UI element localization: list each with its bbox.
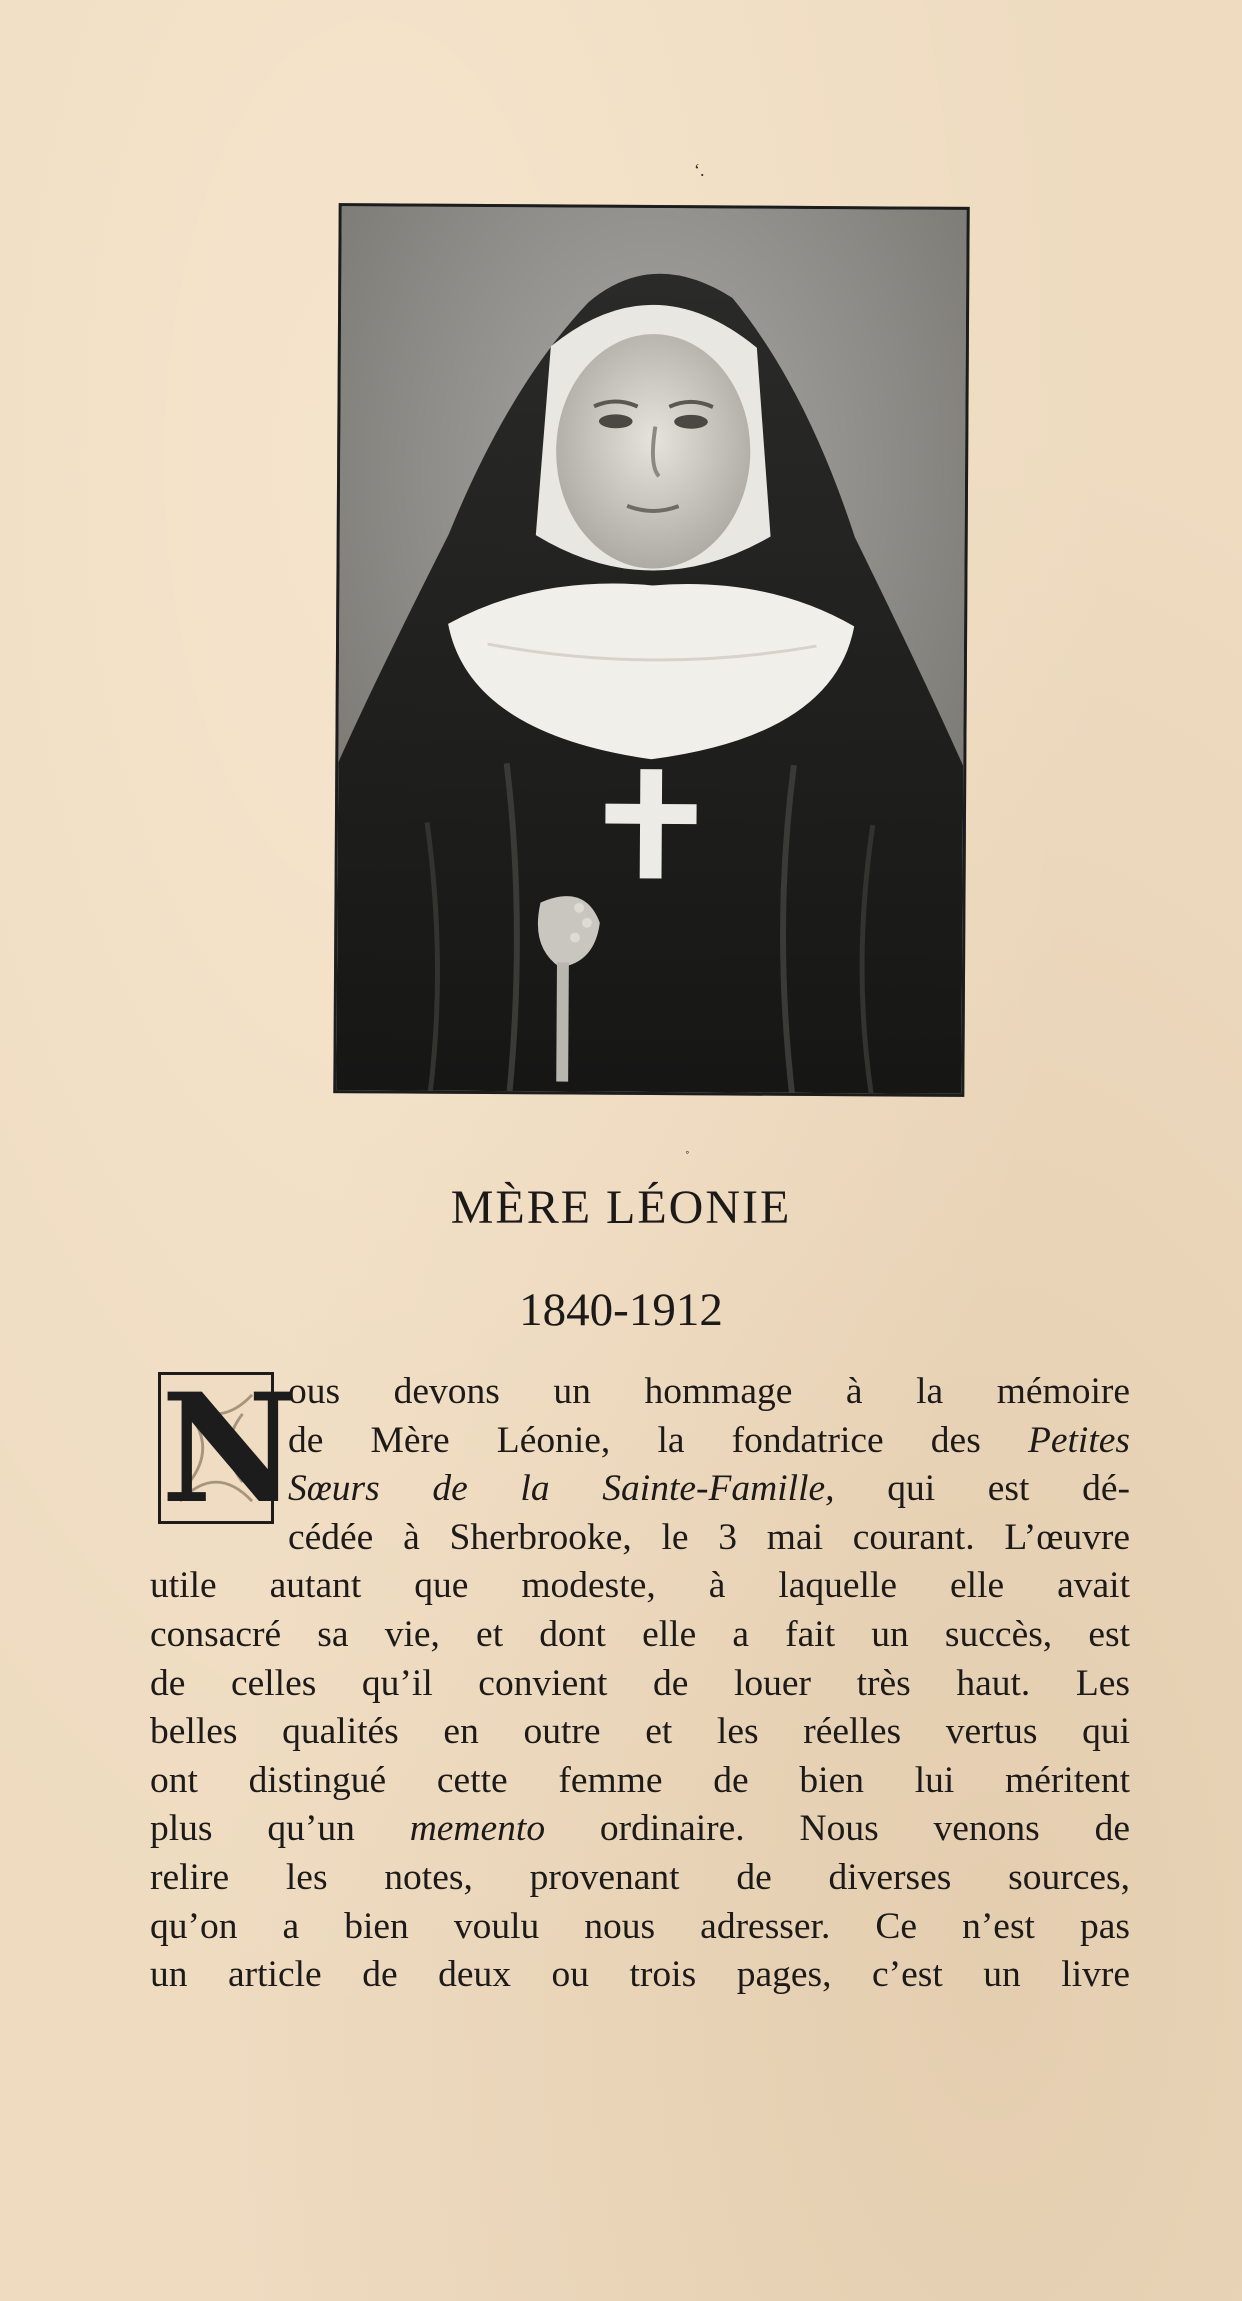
text-line [150, 1562, 1130, 1611]
text-run: belles qualités en outre et les réelles vertus qui [150, 1711, 1130, 1753]
text-run: un article de deux ou trois pages, c’est un livre [150, 1954, 1130, 1996]
italic-run: Sœurs de la Sainte-Famille, [288, 1468, 835, 1510]
dropcap-letter: N [161, 1361, 299, 1537]
top-mark: ‘. [694, 160, 705, 180]
italic-run: memento [409, 1808, 546, 1850]
life-dates: 1840-1912 [519, 1284, 723, 1336]
italic-run: Petites [1027, 1419, 1130, 1461]
text-run: cédée à Sherbrooke, le 3 mai courant. L’œuvre [288, 1516, 1130, 1558]
text-run: ous devons un hommage à la mémoire [288, 1371, 1130, 1412]
text-line [150, 1903, 1130, 1952]
text-run: ont distingué cette femme de bien lui méritent [150, 1759, 1130, 1801]
text-run: qui est dé- [834, 1468, 1130, 1510]
text-run: qu’on a bien voulu nous adresser. Ce n’est pas [150, 1905, 1130, 1947]
text-line [150, 1805, 1130, 1854]
text-line [150, 1854, 1130, 1903]
page-title: MÈRE LÉONIE [450, 1181, 792, 1234]
text-run: ordinaire. Nous venons de [545, 1808, 1130, 1850]
text-line [150, 1951, 1130, 2000]
mark-speck: ˚ [685, 1150, 690, 1165]
text-line [150, 1708, 1130, 1757]
text-run: consacré sa vie, et dont elle a fait un succès, est [150, 1613, 1130, 1655]
text-line [150, 1757, 1130, 1806]
text-run: plus qu’un [150, 1808, 410, 1850]
text-line [150, 1611, 1130, 1660]
text-run: utile autant que modeste, à laquelle elle avait [150, 1565, 1130, 1607]
text-run: de celles qu’il convient de louer très haut. Les [150, 1662, 1130, 1704]
dropcap-ornament [158, 1361, 299, 1537]
text-run: de Mère Léonie, la fondatrice des [288, 1419, 1028, 1461]
text-run: relire les notes, provenant de diverses sources, [150, 1856, 1130, 1898]
text-line [150, 1660, 1130, 1709]
article-body [150, 1361, 1130, 2000]
portrait-photo [333, 203, 969, 1097]
portrait-image [336, 206, 966, 1094]
